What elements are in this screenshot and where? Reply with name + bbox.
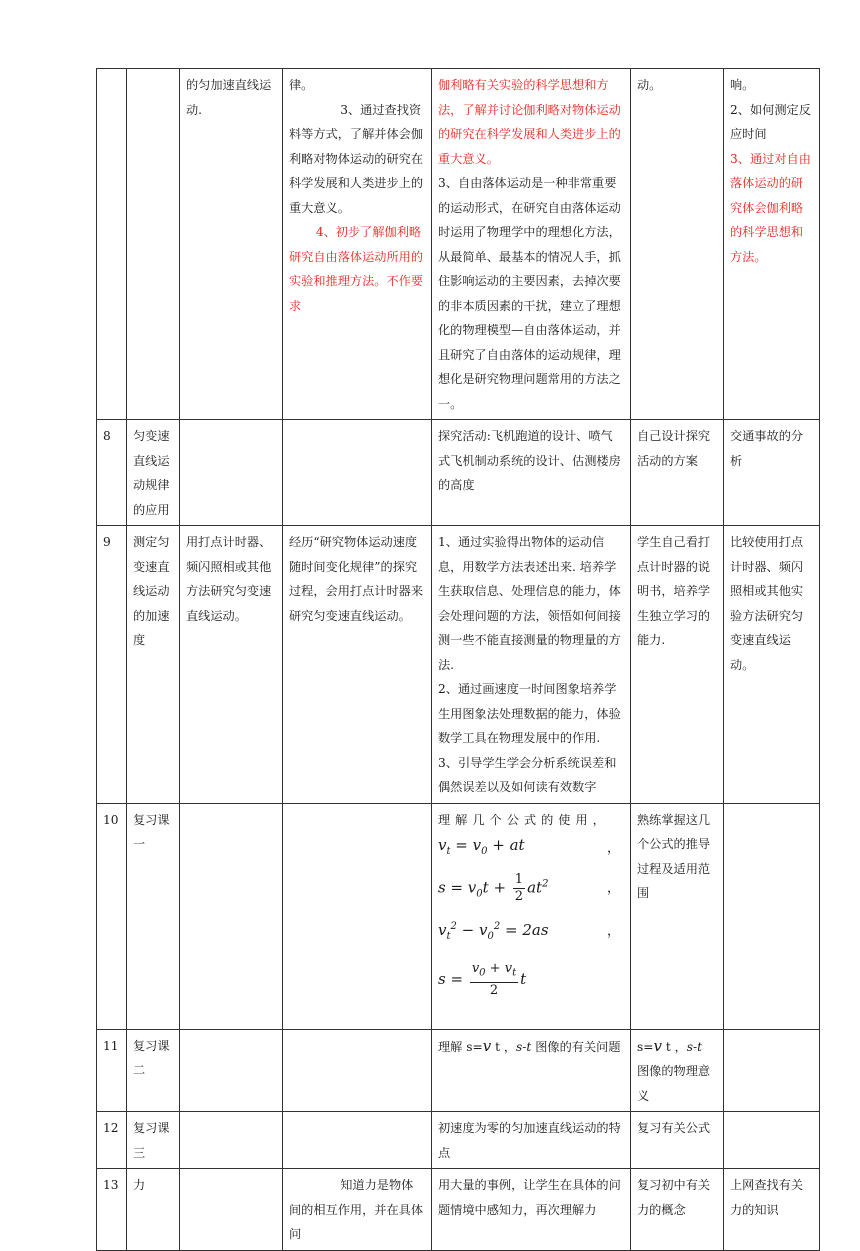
extension-text-2: 2、如何测定反应时间	[730, 102, 811, 141]
cell-student	[631, 69, 724, 420]
cell-extension: 比较使用打点计时器、频闪照相或其他实验方法研究匀变速直线运动。	[724, 526, 820, 804]
formula-average-velocity: s = $\frac{v_0 + v_t}{2}$ t	[438, 961, 527, 998]
cell-method: 初速度为零的匀加速直线运动的特点	[432, 1112, 631, 1169]
cell-requirement: 用打点计时器、频闪照相或其他方法研究匀变速直线运动。	[180, 526, 283, 804]
cell-method	[432, 69, 631, 420]
extension-text-1: 响。	[730, 78, 755, 92]
table-row	[97, 69, 820, 420]
cell-extension	[724, 803, 820, 1029]
cell-requirement	[180, 1169, 283, 1251]
cell-student: 学生自己看打点计时器的说明书，培养学生独立学习的能力.	[631, 526, 724, 804]
cell-student: s=v t ，s-t 图像的物理意义	[631, 1029, 724, 1112]
table-row	[97, 526, 820, 804]
cell-student: 复习有关公式	[631, 1112, 724, 1169]
table-row	[97, 420, 820, 526]
method-item-2: 2、通过画速度一时间图象培养学生用图象法处理数据的能力，体验数学工具在物理发展中的作用.	[438, 682, 621, 745]
goal-text-2: 3、通过查找资料等方式，了解并体会伽利略对物体运动的研究在科学发展和人类进步上的重大意义。	[289, 102, 424, 215]
cell-goal	[283, 1112, 432, 1169]
formula-displacement: $s = v_0t$ + $\frac{1}{2}$ $at^2$ ，	[438, 871, 620, 904]
cell-topic: 复习课一	[127, 803, 180, 1029]
formula-velocity: $v_t = v_0$ + at ，	[438, 836, 620, 858]
cell-goal: 经历“研究物体运动速度随时间变化规律”的探究过程，会用打点计时器来研究匀变速直线运动。	[283, 526, 432, 804]
cell-requirement	[180, 69, 283, 420]
cell-goal	[283, 69, 432, 420]
cell-topic	[127, 69, 180, 420]
cell-num: 8	[97, 420, 127, 526]
cell-topic: 力	[127, 1169, 180, 1251]
cell-num: 10	[97, 803, 127, 1029]
cell-topic: 测定匀变速直线运动的加速度	[127, 526, 180, 804]
goal-text-1: 律。	[289, 78, 314, 92]
method-text: 3、自由落体运动是一种非常重要的运动形式，在研究自由落体运动时运用了物理学中的理想化方法，从最简单、最基本的情况人手，抓住影响运动的主要因素，去掉次要的非本质因素的干扰，建立了理想化的物理模型—自由落体运动，并且研究了自由落体的运动规律，理想化是研究物理问题常用的方法之一。	[438, 176, 621, 411]
formula-velocity-squared: $v_t^2 - v_0^2 = 2as$ ，	[438, 920, 620, 942]
cell-method: 理解 s=v t ，s-t 图像的有关问题	[432, 1029, 631, 1112]
extension-text-red: 3、通过对自由落体运动的研究体会伽利略的科学思想和方法。	[730, 151, 811, 264]
table-row	[97, 1112, 820, 1169]
cell-num: 13	[97, 1169, 127, 1251]
cell-goal	[283, 420, 432, 526]
cell-method	[432, 526, 631, 804]
cell-topic: 匀变速直线运动规律的应用	[127, 420, 180, 526]
cell-num: 11	[97, 1029, 127, 1112]
cell-requirement	[180, 420, 283, 526]
cell-extension: 交通事故的分析	[724, 420, 820, 526]
formula-intro: 理解几个公式的使用，	[438, 812, 610, 827]
cell-method	[432, 803, 631, 1029]
cell-topic: 复习课二	[127, 1029, 180, 1112]
goal-text-red: 4、初步了解伽利略研究自由落体运动所用的实验和推理方法。不作要求	[289, 225, 424, 313]
cell-topic: 复习课三	[127, 1112, 180, 1169]
table-row	[97, 1029, 820, 1112]
method-item-3: 3、引导学生学会分析系统误差和偶然误差以及如何读有效数字	[438, 755, 617, 794]
student-text: 动。	[637, 78, 662, 92]
cell-requirement	[180, 1029, 283, 1112]
cell-extension	[724, 1029, 820, 1112]
requirement-text: 的匀加速直线运动.	[186, 78, 272, 117]
cell-goal	[283, 1029, 432, 1112]
cell-num	[97, 69, 127, 420]
cell-method: 用大量的事例，让学生在具体的问题情境中感知力，再次理解力	[432, 1169, 631, 1251]
method-item-1: 1、通过实验得出物体的运动信息，用数学方法表述出来. 培养学生获取信息、处理信息的能力，体会处理问题的方法，领悟如何间接测一些不能直接测量的物理量的方法.	[438, 535, 621, 672]
cell-student: 复习初中有关力的概念	[631, 1169, 724, 1251]
table-row	[97, 803, 820, 1029]
cell-extension	[724, 69, 820, 420]
cell-method: 探究活动:飞机跑道的设计、喷气式飞机制动系统的设计、估测楼房的高度	[432, 420, 631, 526]
lesson-plan-table	[96, 68, 820, 1251]
cell-num: 12	[97, 1112, 127, 1169]
method-text-red: 伽利略有关实验的科学思想和方法，了解并讨论伽利略对物体运动的研究在科学发展和人类进步上的重大意义。	[438, 78, 621, 166]
cell-extension	[724, 1112, 820, 1169]
cell-num: 9	[97, 526, 127, 804]
cell-goal: 知道力是物体间的相互作用，并在具体问	[283, 1169, 432, 1251]
cell-student: 自己设计探究活动的方案	[631, 420, 724, 526]
cell-student: 熟练掌握这几个公式的推导过程及适用范围	[631, 803, 724, 1029]
cell-goal	[283, 803, 432, 1029]
cell-requirement	[180, 1112, 283, 1169]
table-row	[97, 1169, 820, 1251]
cell-requirement	[180, 803, 283, 1029]
cell-extension: 上网查找有关力的知识	[724, 1169, 820, 1251]
